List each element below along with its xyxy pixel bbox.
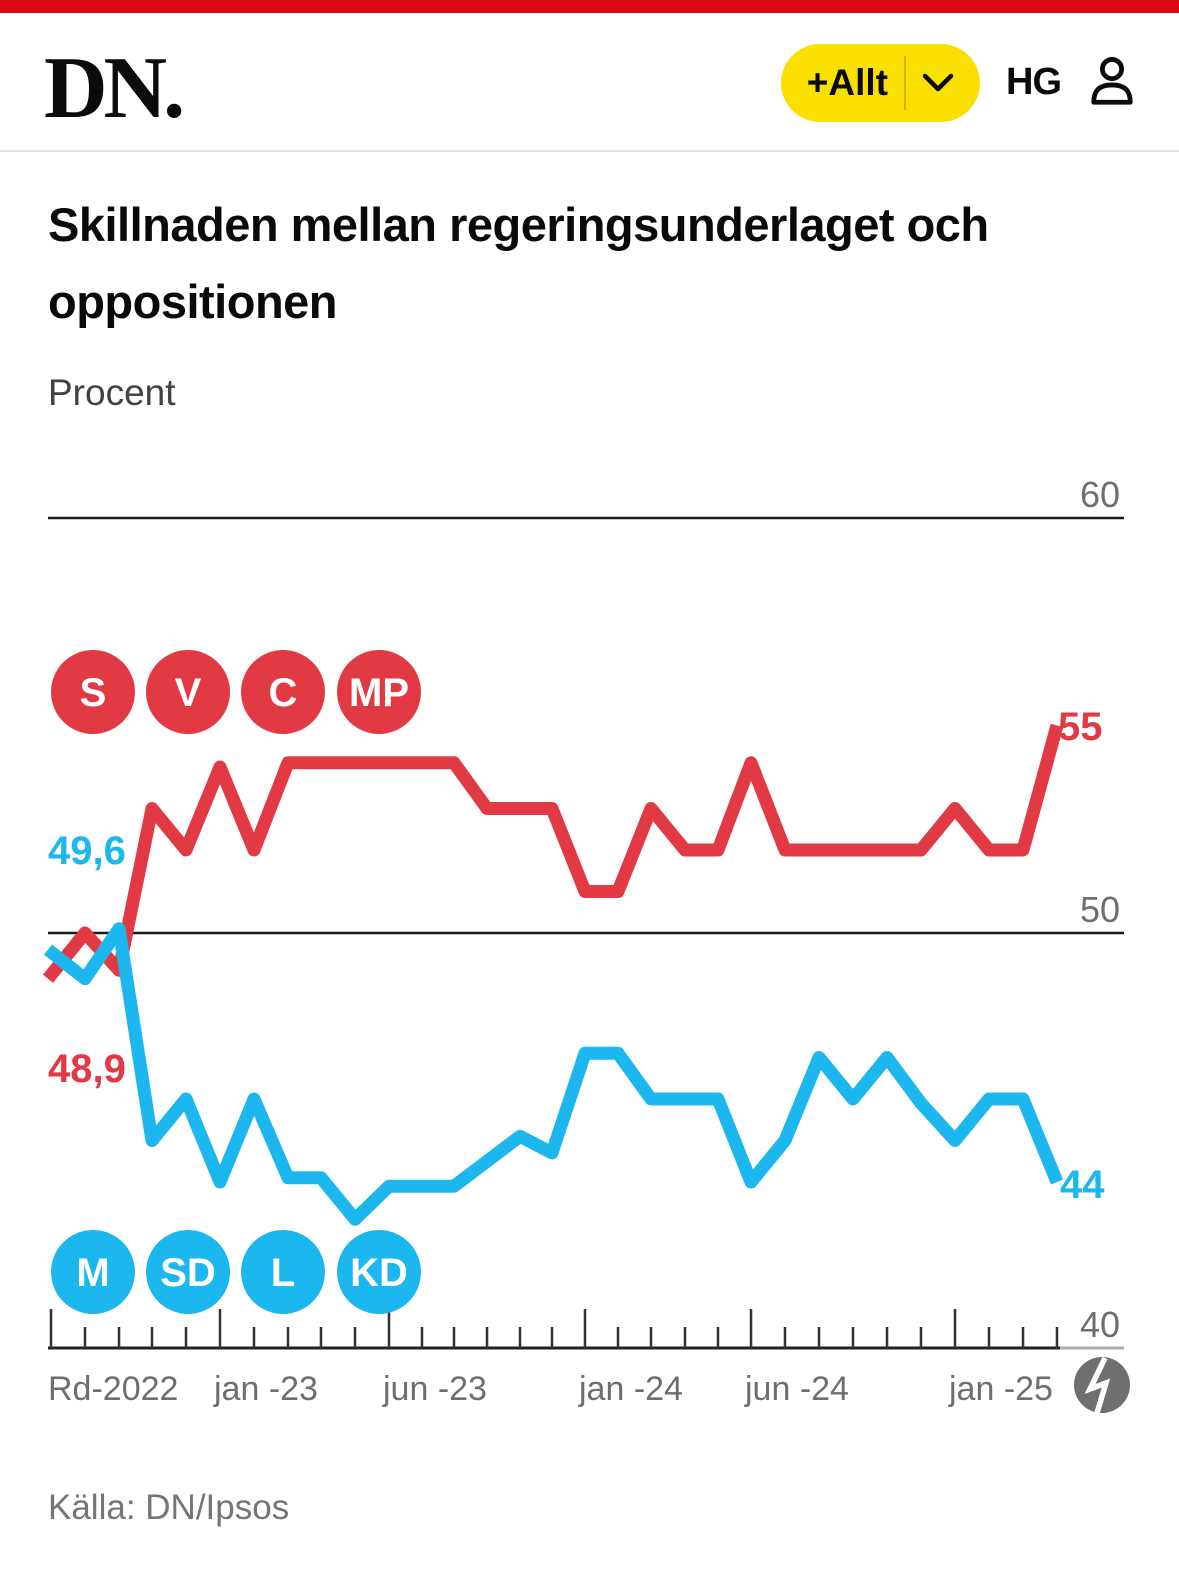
opposition-line [48,726,1057,979]
dn-graphics-logo [1074,1357,1130,1413]
party-badge-label-C: C [268,671,298,715]
x-axis-ticks [51,1309,1057,1348]
government-line [48,929,1057,1220]
allt-menu-label: +Allt [806,61,888,103]
x-axis-label: jan -25 [949,1370,1053,1408]
article-title: Skillnaden mellan regeringsunderlaget och oppositionen [48,198,989,328]
opposition-party-badges [51,650,421,734]
gridlines [48,518,1124,1348]
value-label-48,9: 48,9 [48,1047,126,1091]
party-badge-label-S: S [79,671,107,715]
x-axis-label: jan -24 [579,1370,683,1408]
source-credit: Källa: DN/Ipsos [48,1488,290,1527]
party-badge-label-M: M [76,1251,110,1295]
value-label-49,6: 49,6 [48,829,126,873]
party-badge-label-SD: SD [160,1251,216,1295]
y-grid-labels [1080,474,1120,1345]
site-header [0,13,1179,152]
allt-menu-button[interactable] [781,44,980,122]
x-axis-label: Rd-2022 [48,1370,179,1408]
y-grid-label-40: 40 [1079,1304,1120,1345]
x-axis-label: jun -24 [745,1370,849,1408]
x-axis-label: jan -23 [214,1370,318,1408]
x-axis-labels [48,1370,1053,1408]
party-badge-label-MP: MP [349,671,409,715]
government-party-badges [51,1230,421,1314]
chart-unit-label: Procent [48,372,176,413]
value-label-55: 55 [1058,705,1103,749]
dn-logo[interactable]: DN. [44,40,182,137]
brand-color-bar [0,0,1179,13]
y-grid-label-50: 50 [1079,889,1120,930]
poll-difference-chart [0,440,1179,1470]
party-badge-label-KD: KD [350,1251,408,1295]
y-grid-label-60: 60 [1079,474,1120,515]
header-actions [781,13,1137,152]
party-badge-label-V: V [174,671,202,715]
value-label-44: 44 [1060,1163,1105,1207]
x-axis-label: jun -23 [383,1370,487,1408]
button-divider [904,56,906,110]
party-badge-label-L: L [270,1251,296,1295]
chevron-down-icon [922,73,954,93]
user-initials[interactable]: HG [1006,61,1061,103]
user-profile-icon[interactable] [1087,55,1137,111]
